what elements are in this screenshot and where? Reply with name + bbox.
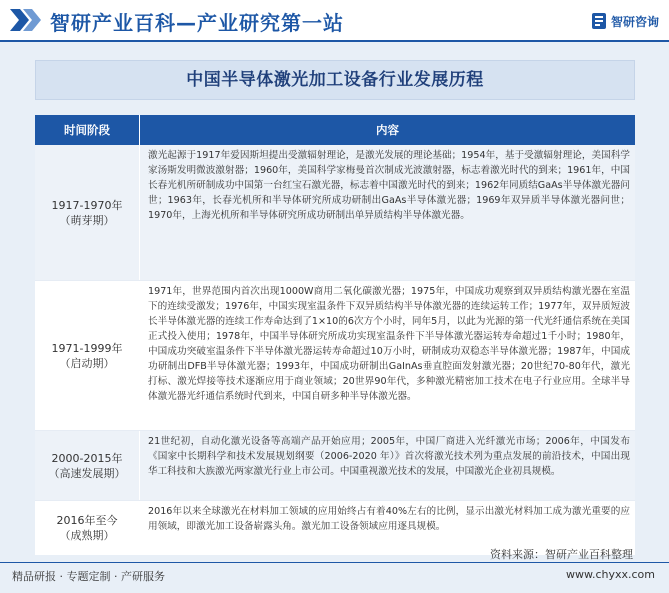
period-cell <box>35 145 140 280</box>
title-banner <box>35 60 635 100</box>
period-phase: （高速发展期） <box>48 466 126 480</box>
header-divider <box>0 40 669 42</box>
table-row <box>35 145 635 280</box>
table-row <box>35 280 635 430</box>
content-cell: 1971年，世界范围内首次出现1000W商用二氧化碳激光器；1975年，中国成功观察到双异质结构激光器在室温下的连续受激发；1976年，中国实现室温条件下双异质结构半导体激光器的连续运转工作；1977年，双异质短波长半导体激光器的连续工作寿命达到了1×10的6次方个小时，同年5月，以此为光源的第一代光纤通信系统在美国正式投入使用；1978年，中国半导体研究所成功实现室温条件下半导体激光器运转寿命超过1千小时；1980年，中国成功突破室温条件下半导体激光器运转寿命超过10万小时，研制成功双稳态半导体激光器；1987年，中国成功研制出DFB半导体激光器；1993年，中国成功研制出GaInAs垂直腔面发射激光器；20世纪70-80年代，激光打标、激光焊接等技术逐渐应用于商业领域；20世界90年代，多种激光精密加工技术在电子行业应用。全球半导体激光器光纤通信系统时代到来，中国自研多种半导体激光器。 <box>148 286 630 402</box>
footer-divider <box>0 562 669 563</box>
column-header-content: 内容 <box>376 123 399 137</box>
period-cell <box>35 431 140 500</box>
history-table <box>35 115 635 555</box>
content-cell: 21世纪初，自动化激光设备等高端产品开始应用；2005年，中国厂商进入光纤激光市场；2006年，中国发布《国家中长期科学和技术发展规划纲要（2006-2020 年）》首次将激光技术列为重点发展的前沿技术，中国出现华工科技和大族激光两家激光行业上市公司。中国重视激光技术的发展，中国激光企业初具规模。 <box>148 436 630 477</box>
footer-services: 精品研报 · 专题定制 · 产研服务 <box>12 570 165 583</box>
period-phase: （萌芽期） <box>59 213 115 227</box>
table-header <box>35 115 635 145</box>
period-phase: （启动期） <box>59 356 115 370</box>
content-cell: 2016年以来全球激光在材料加工领域的应用始终占有着40%左右的比例，显示出激光材料加工成为激光重要的应用领域，即激光加工设备崭露头角。激光加工设备领域应用逐具规模。 <box>148 506 630 532</box>
zhiyan-logo-icon <box>591 12 607 30</box>
brand-logo[interactable] <box>591 11 659 31</box>
period-years: 2000-2015年 <box>51 451 123 465</box>
double-chevron-icon <box>10 9 44 31</box>
site-header <box>0 0 669 40</box>
period-cell <box>35 281 140 430</box>
page-title: 中国半导体激光加工设备行业发展历程 <box>186 70 484 90</box>
period-years: 2016年至今 <box>56 514 118 527</box>
period-years: 1971-1999年 <box>51 341 123 355</box>
content-cell: 激光起源于1917年爱因斯坦提出受激辐射理论，是激光发展的理论基础；1954年，基于受激辐射理论，美国科学家汤斯发明微波激射器；1960年，美国科学家梅曼首次制成光波激射器，标志着激光时代的到来；1961年，中国长春光机所研制成功中国第一台红宝石激光器，标志着中国激光时代的到来；1962年同质结GaAs半导体激光器问世；1963年，长春光机所和半导体研究所成功研制出GaAs半导体激光器；1969年双异质半导体激光器问世；1970年，上海光机所和半导体研究所成功研制出单异质结构半导体激光器。 <box>148 150 630 221</box>
period-cell <box>35 501 140 555</box>
site-title: 智研产业百科—产业研究第一站 <box>50 11 344 35</box>
period-phase: （成熟期） <box>59 529 115 542</box>
table-row <box>35 430 635 500</box>
column-header-period: 时间阶段 <box>35 115 140 145</box>
data-source: 资料来源：智研产业百科整理 <box>490 548 633 561</box>
period-years: 1917-1970年 <box>51 198 123 212</box>
footer-website-link[interactable]: www.chyxx.com <box>565 568 655 581</box>
brand-name: 智研咨询 <box>610 14 659 29</box>
